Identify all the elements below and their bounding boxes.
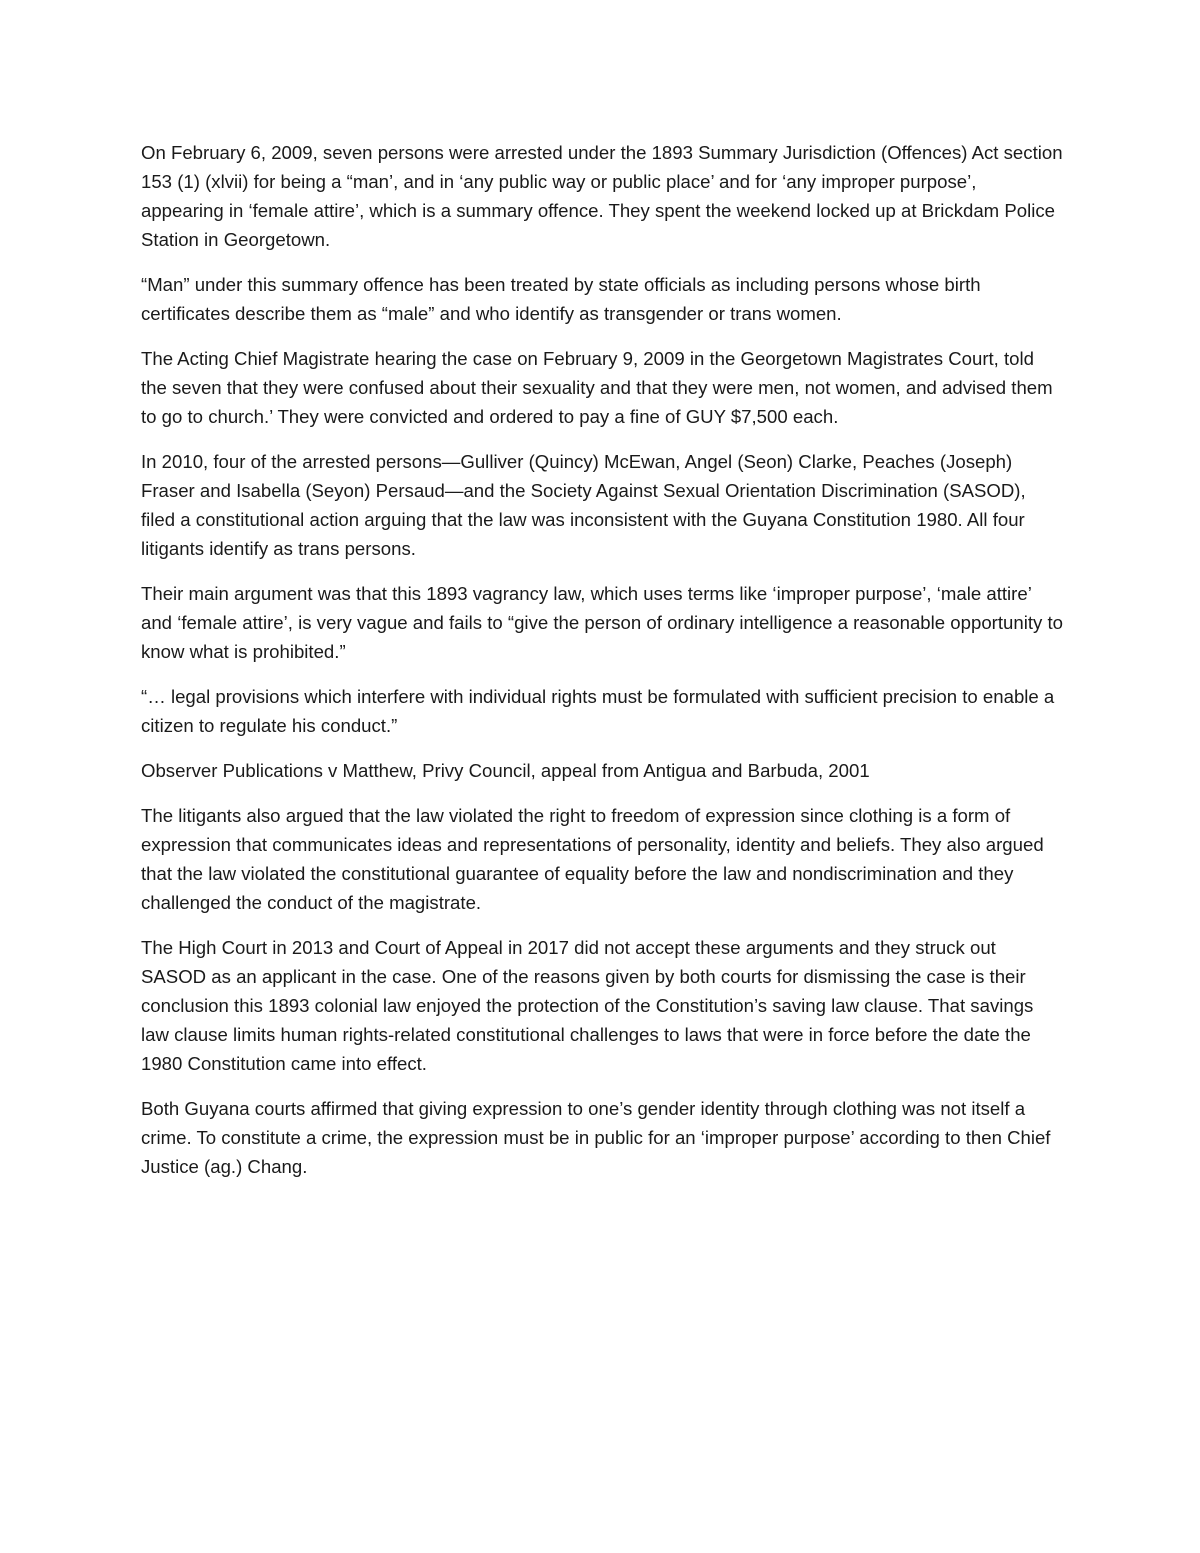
document-body <box>141 138 1063 1197</box>
paragraph-definition-man: “Man” under this summary offence has been treated by state officials as including persons whose birth certificates describe them as “male” and who identify as transgender or trans women. <box>141 274 981 324</box>
paragraph-arrest: On February 6, 2009, seven persons were arrested under the 1893 Summary Jurisdiction (Offences) Act section 153 (1) (xlvii) for being a “man’, and in ‘any public way or public place’ and for ‘any improper purpose’, appearing in ‘female attire’, which is a summary offence. They spent the weekend locked up at Brickdam Police Station in Georgetown. <box>141 142 1063 250</box>
paragraph-constitutional-action: In 2010, four of the arrested persons—Gulliver (Quincy) McEwan, Angel (Seon) Clarke, Peaches (Joseph) Fraser and Isabella (Seyon) Persaud—and the Society Against Sexual Orientation Discrimination (SASOD), filed a constitutional action arguing that the law was inconsistent with the Guyana Constitution 1980. All four litigants identify as trans persons. <box>141 451 1026 559</box>
paragraph-main-argument: Their main argument was that this 1893 vagrancy law, which uses terms like ‘improper purpose’, ‘male attire’ and ‘female attire’, is very vague and fails to “give the person of ordinary intelligence a reasonable opportunity to know what is prohibited.” <box>141 583 1063 662</box>
paragraph-gender-identity: Both Guyana courts affirmed that giving expression to one’s gender identity through clothing was not itself a crime. To constitute a crime, the expression must be in public for an ‘improper purpose’ according to then Chief Justice (ag.) Chang. <box>141 1098 1051 1177</box>
paragraph-court-rulings: The High Court in 2013 and Court of Appeal in 2017 did not accept these arguments and they struck out SASOD as an applicant in the case. One of the reasons given by both courts for dismissing the case is their conclusion this 1893 colonial law enjoyed the protection of the Constitution’s saving law clause. That savings law clause limits human rights-related constitutional challenges to laws that were in force before the date the 1980 Constitution came into effect. <box>141 937 1034 1074</box>
paragraph-quote: “… legal provisions which interfere with individual rights must be formulated with sufficient precision to enable a citizen to regulate his conduct.” <box>141 686 1055 736</box>
paragraph-magistrate: The Acting Chief Magistrate hearing the case on February 9, 2009 in the Georgetown Magistrates Court, told the seven that they were confused about their sexuality and that they were men, not women, and advised them to go to church.’ They were convicted and ordered to pay a fine of GUY $7,500 each. <box>141 348 1053 427</box>
paragraph-citation: Observer Publications v Matthew, Privy Council, appeal from Antigua and Barbuda, 2001 <box>141 760 870 781</box>
paragraph-freedom-of-expression: The litigants also argued that the law violated the right to freedom of expression since clothing is a form of expression that communicates ideas and representations of personality, identity and beliefs. They also argued that the law violated the constitutional guarantee of equality before the law and nondiscrimination and they challenged the conduct of the magistrate. <box>141 805 1044 913</box>
